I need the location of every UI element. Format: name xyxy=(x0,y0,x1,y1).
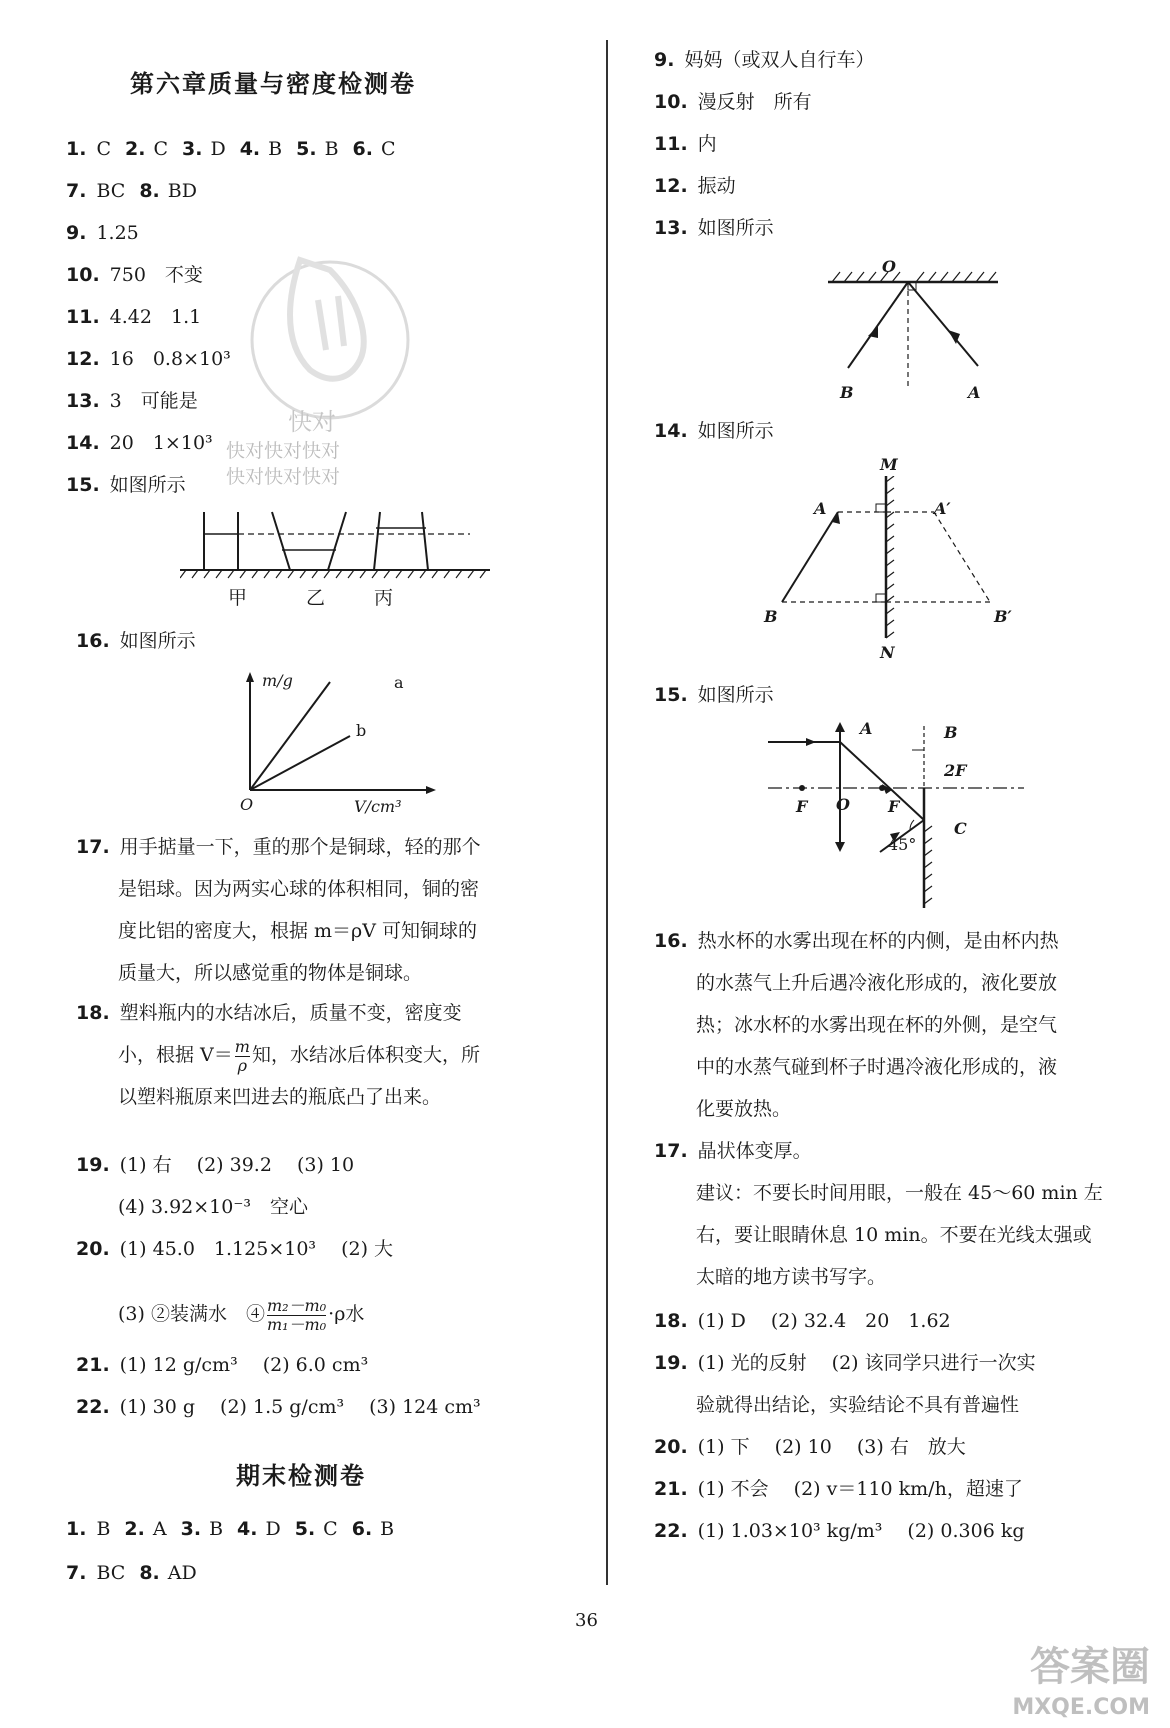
answer-line: 建议：不要长时间用眼，一般在 45～60 min 左 xyxy=(696,1182,1103,1204)
answer-text: (1) 右 (2) 39.2 (3) 10 xyxy=(119,1154,355,1176)
answer-10 xyxy=(654,89,812,115)
answer-9 xyxy=(654,47,874,73)
answer-line: 用手掂量一下，重的那个是铜球，轻的那个 xyxy=(119,836,481,858)
answer-text: 妈妈（或双人自行车） xyxy=(684,49,875,71)
question-number: 12. xyxy=(654,175,688,197)
answer-text: B xyxy=(380,1518,395,1540)
question-number: 11. xyxy=(654,133,688,155)
answer-text: (3) ②装满水 ④ xyxy=(118,1303,265,1325)
fraction-denominator: ρ xyxy=(235,1056,250,1075)
watermark-stamp xyxy=(230,230,430,430)
answer-text: BC xyxy=(96,180,126,202)
question-number: 1. xyxy=(66,1518,87,1540)
label-m: M xyxy=(880,455,898,474)
answer-row xyxy=(66,346,231,372)
question-number: 12. xyxy=(66,348,100,370)
question-number: 13. xyxy=(654,217,688,239)
question-number: 2. xyxy=(124,1518,145,1540)
question-number: 6. xyxy=(352,138,373,160)
label-yi: 乙 xyxy=(306,587,326,609)
answer-text: (1) 下 (2) 10 (3) 右 放大 xyxy=(697,1436,966,1458)
watermark-text: 快对快对快对 xyxy=(226,440,341,462)
answer-text: ·ρ水 xyxy=(328,1303,365,1325)
line-a-label: a xyxy=(394,673,404,692)
question-number: 17. xyxy=(76,836,110,858)
answer-text: (1) 30 g (2) 1.5 g/cm³ (3) 124 cm³ xyxy=(119,1396,481,1418)
question-number: 2. xyxy=(125,138,146,160)
answer-text: 如图所示 xyxy=(109,474,186,496)
question-number: 4. xyxy=(239,138,261,160)
answer-text: (1) 45.0 1.125×10³ (2) 大 xyxy=(119,1238,394,1260)
question-number: 3. xyxy=(180,1518,202,1540)
answer-14 xyxy=(654,418,774,444)
question-number: 5. xyxy=(296,138,317,160)
answer-text: A xyxy=(152,1518,167,1540)
answer-15 xyxy=(654,682,774,708)
answer-line: 太暗的地方读书写字。 xyxy=(696,1266,887,1288)
answer-line: 质量大，所以感觉重的物体是铜球。 xyxy=(118,962,423,984)
label-angle: 45° xyxy=(888,835,917,854)
question-number: 4. xyxy=(237,1518,258,1540)
answer-16 xyxy=(76,628,196,654)
question-number: 10. xyxy=(66,264,100,286)
question-number: 15. xyxy=(66,474,100,496)
answer-line: 晶状体变厚。 xyxy=(697,1140,812,1162)
answer-text: (1) 不会 (2) v＝110 km/h，超速了 xyxy=(697,1478,1023,1500)
answer-line: 是铝球。因为两实心球的体积相同，铜的密 xyxy=(118,878,480,900)
question-number: 9. xyxy=(654,49,675,71)
answer-text: 如图所示 xyxy=(697,420,774,442)
answer-text: C xyxy=(153,138,168,160)
answer-row xyxy=(66,178,197,204)
question-number: 16. xyxy=(654,930,688,952)
question-number: 21. xyxy=(76,1354,110,1376)
label-b: B xyxy=(764,607,778,626)
answer-text: C xyxy=(96,138,111,160)
answer-text: 750 不变 xyxy=(109,264,203,286)
answer-row xyxy=(66,430,213,456)
answer-18 xyxy=(654,1308,951,1334)
answer-line: 知，水结冰后体积变大，所 xyxy=(251,1044,480,1066)
question-number: 21. xyxy=(654,1478,688,1500)
question-number: 14. xyxy=(654,420,688,442)
question-number: 9. xyxy=(66,222,87,244)
answer-text: 1.25 xyxy=(96,222,139,244)
answer-row xyxy=(66,388,198,414)
answer-text: 内 xyxy=(697,133,717,155)
answer-text: (1) D (2) 32.4 20 1.62 xyxy=(697,1310,951,1332)
answer-text: (1) 1.03×10³ kg/m³ (2) 0.306 kg xyxy=(697,1520,1025,1542)
answer-text: (1) 光的反射 (2) 该同学只进行一次实 xyxy=(697,1352,1036,1374)
label-b-prime: B′ xyxy=(994,607,1012,626)
label-f-left: F xyxy=(796,797,808,816)
answer-12 xyxy=(654,173,736,199)
answer-text: D xyxy=(210,138,226,160)
answer-line: 以塑料瓶原来凹进去的瓶底凸了出来。 xyxy=(118,1086,442,1108)
y-axis-label: m/g xyxy=(262,671,293,690)
answer-19-line2: 验就得出结论，实验结论不具有普遍性 xyxy=(696,1394,1020,1416)
x-axis-label: V/cm³ xyxy=(354,797,402,816)
answer-line: 小，根据 V＝ xyxy=(118,1044,233,1066)
answer-18 xyxy=(76,992,480,1118)
answer-16 xyxy=(654,920,1059,1130)
label-2f: 2F xyxy=(944,761,967,780)
label-jia: 甲 xyxy=(228,587,248,609)
answer-text: B xyxy=(209,1518,224,1540)
line-b-label: b xyxy=(356,721,367,740)
answer-text: 漫反射 所有 xyxy=(697,91,812,113)
answer-row xyxy=(66,472,186,498)
answer-row xyxy=(66,136,396,162)
label-bing: 丙 xyxy=(374,587,394,609)
question-number: 20. xyxy=(654,1436,688,1458)
final-exam-title: 期末检测卷 xyxy=(236,1461,366,1490)
answer-line: 热水杯的水雾出现在杯的内侧，是由杯内热 xyxy=(697,930,1059,952)
question-number: 18. xyxy=(654,1310,688,1332)
answer-19-line1 xyxy=(76,1152,354,1178)
figure-plane-mirror xyxy=(768,476,1018,646)
fraction-numerator: m xyxy=(234,1036,250,1056)
fraction-m-over-rho xyxy=(235,1038,250,1075)
label-c: C xyxy=(954,819,967,838)
question-number: 6. xyxy=(351,1518,373,1540)
answer-row xyxy=(66,262,203,288)
label-n: N xyxy=(880,643,895,662)
final-answers-row-1 xyxy=(66,1516,394,1542)
label-a: A xyxy=(860,719,873,738)
answer-line: 度比铝的密度大，根据 m＝ρV 可知铜球的 xyxy=(118,920,477,942)
answer-text: B xyxy=(324,138,339,160)
question-number: 20. xyxy=(76,1238,110,1260)
origin-label: O xyxy=(240,795,254,814)
question-number: 7. xyxy=(66,180,87,202)
label-f-right: F xyxy=(888,797,900,816)
answer-text: 20 1×10³ xyxy=(109,432,213,454)
answer-text: (1) 12 g/cm³ (2) 6.0 cm³ xyxy=(119,1354,369,1376)
answer-20-line1 xyxy=(76,1236,393,1262)
answer-text: C xyxy=(323,1518,338,1540)
label-o: O xyxy=(882,257,896,276)
answer-21 xyxy=(76,1352,368,1378)
chapter-title: 第六章质量与密度检测卷 xyxy=(130,69,416,98)
question-number: 14. xyxy=(66,432,100,454)
label-a: A xyxy=(814,499,827,518)
watermark-corner-url: MXQE.COM xyxy=(1012,1695,1150,1720)
question-number: 8. xyxy=(139,180,160,202)
question-number: 19. xyxy=(76,1154,110,1176)
answer-text: 3 可能是 xyxy=(109,390,198,412)
answer-text: AD xyxy=(167,1562,197,1584)
question-number: 22. xyxy=(654,1520,688,1542)
question-number: 13. xyxy=(66,390,100,412)
question-number: 1. xyxy=(66,138,87,160)
answer-line: 化要放热。 xyxy=(696,1098,792,1120)
question-number: 16. xyxy=(76,630,110,652)
fraction-denominator: m₁－m₀ xyxy=(266,1314,327,1334)
question-number: 19. xyxy=(654,1352,688,1374)
answer-13 xyxy=(654,215,774,241)
answer-21 xyxy=(654,1476,1023,1502)
answer-text: 如图所示 xyxy=(697,217,774,239)
answer-text: BC xyxy=(96,1562,126,1584)
answer-20 xyxy=(654,1434,966,1460)
answer-line: 的水蒸气上升后遇冷液化形成的，液化要放 xyxy=(696,972,1058,994)
question-number: 22. xyxy=(76,1396,110,1418)
answer-11 xyxy=(654,131,717,157)
answer-text: B xyxy=(268,138,283,160)
answer-row xyxy=(66,220,139,246)
answer-text: 4.42 1.1 xyxy=(109,306,202,328)
answer-19-line2: (4) 3.92×10⁻³ 空心 xyxy=(118,1196,309,1218)
question-number: 15. xyxy=(654,684,688,706)
question-number: 18. xyxy=(76,1002,110,1024)
column-divider xyxy=(606,40,608,1585)
label-b: B xyxy=(944,723,958,742)
watermark-stamp-text: 快对 xyxy=(288,408,336,436)
watermark-corner-logo: 答案圈 xyxy=(1030,1644,1150,1690)
question-number: 3. xyxy=(182,138,203,160)
label-a: A xyxy=(968,383,981,402)
question-number: 8. xyxy=(139,1562,160,1584)
answer-line: 中的水蒸气碰到杯子时遇冷液化形成的，液 xyxy=(696,1056,1058,1078)
question-number: 5. xyxy=(294,1518,316,1540)
answer-20-line2 xyxy=(118,1294,364,1334)
answer-line: 右，要让眼睛休息 10 min。不要在光线太强或 xyxy=(696,1224,1092,1246)
watermark-text: 快对快对快对 xyxy=(226,466,341,488)
question-number: 17. xyxy=(654,1140,688,1162)
label-o: O xyxy=(836,795,850,814)
answer-22 xyxy=(654,1518,1025,1544)
answer-22 xyxy=(76,1394,481,1420)
question-number: 10. xyxy=(654,91,688,113)
question-number: 7. xyxy=(66,1562,87,1584)
answer-text: 如图所示 xyxy=(119,630,196,652)
answer-line: 塑料瓶内的水结冰后，质量不变，密度变 xyxy=(119,1002,462,1024)
answer-text: B xyxy=(96,1518,111,1540)
answer-line: 热；冰水杯的水雾出现在杯的外侧，是空气 xyxy=(696,1014,1058,1036)
answer-text: 16 0.8×10³ xyxy=(109,348,231,370)
answer-row xyxy=(66,304,201,330)
label-a-prime: A′ xyxy=(934,499,951,518)
answer-text: 振动 xyxy=(697,175,736,197)
answer-text: 如图所示 xyxy=(697,684,774,706)
answer-17 xyxy=(76,826,481,994)
fraction-numerator: m₂－m₀ xyxy=(266,1295,327,1315)
answer-text: D xyxy=(265,1518,281,1540)
final-answers-row-2 xyxy=(66,1560,197,1586)
question-number: 11. xyxy=(66,306,100,328)
label-b: B xyxy=(840,383,854,402)
page-number: 36 xyxy=(575,1610,598,1631)
answer-text: C xyxy=(380,138,396,160)
answer-text: BD xyxy=(167,180,197,202)
answer-17 xyxy=(654,1130,1103,1298)
answer-19-line1 xyxy=(654,1350,1036,1376)
density-fraction xyxy=(267,1297,326,1334)
